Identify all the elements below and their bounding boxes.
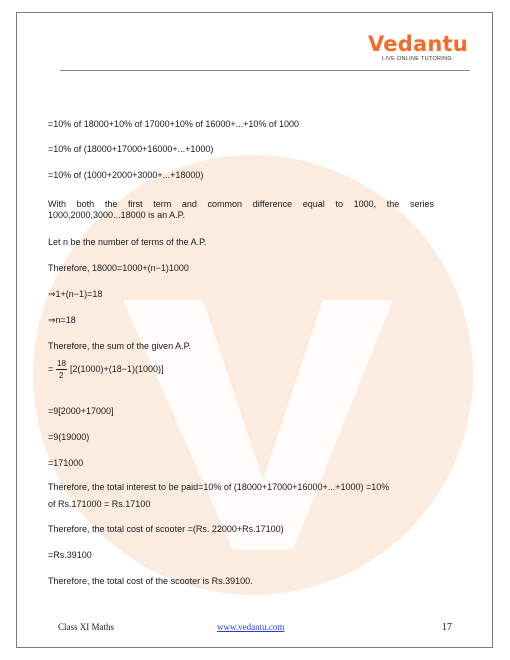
text-line-total-interest: Therefore, the total interest to be paid=10% of (18000+17000+16000+...+1000) =10%: [48, 482, 390, 492]
text-line-conclusion: Therefore, the total cost of the scooter is Rs.39100.: [48, 576, 253, 586]
footer-class-label: Class XI Maths: [58, 622, 114, 632]
equation-line-2: =10% of (18000+17000+16000+...+1000): [48, 144, 214, 154]
equation-line-9: =9[2000+17000]: [48, 406, 114, 416]
text-line-cost-value: =Rs.39100: [48, 550, 92, 560]
equation-line-nth-term: Therefore, 18000=1000+(n−1)1000: [48, 263, 189, 273]
header-rule: [60, 70, 470, 71]
fraction-denominator: 2: [59, 371, 64, 380]
sum-formula-equals: =: [48, 364, 54, 374]
footer-website-link[interactable]: www.vedantu.com: [217, 622, 285, 632]
equation-line-simplify: ⇒1+(n−1)=18: [48, 289, 103, 299]
fraction-numerator: 18: [57, 359, 66, 368]
text-line-total-cost: Therefore, the total cost of scooter =(Rs. 22000+Rs.17100): [48, 524, 284, 534]
text-line-sum-heading: Therefore, the sum of the given A.P.: [48, 341, 191, 351]
equation-line-3: =10% of (1000+2000+3000+...+18000): [48, 170, 204, 180]
equation-line-n-value: ⇒n=18: [48, 315, 76, 325]
logo-tagline: LIVE ONLINE TUTORING: [382, 56, 452, 62]
equation-line-10: =9(19000): [48, 432, 90, 442]
paragraph-ap-statement: With both the first term and common difference equal to 1000, the series 1000,2000,3000...18000 is an A.P.: [48, 199, 434, 220]
text-line-let-n: Let n be the number of terms of the A.P.: [48, 237, 207, 247]
page-number: 17: [442, 622, 452, 633]
vedantu-logo: [368, 33, 466, 62]
logo-wordmark: Vedantu: [368, 32, 468, 56]
sum-formula-body: [2(1000)+(18−1)(1000)]: [70, 364, 164, 374]
text-line-interest-value: of Rs.171000 = Rs.17100: [48, 499, 151, 509]
equation-line-1: =10% of 18000+10% of 17000+10% of 16000+...+10% of 1000: [48, 119, 299, 129]
equation-line-11: =171000: [48, 458, 84, 468]
